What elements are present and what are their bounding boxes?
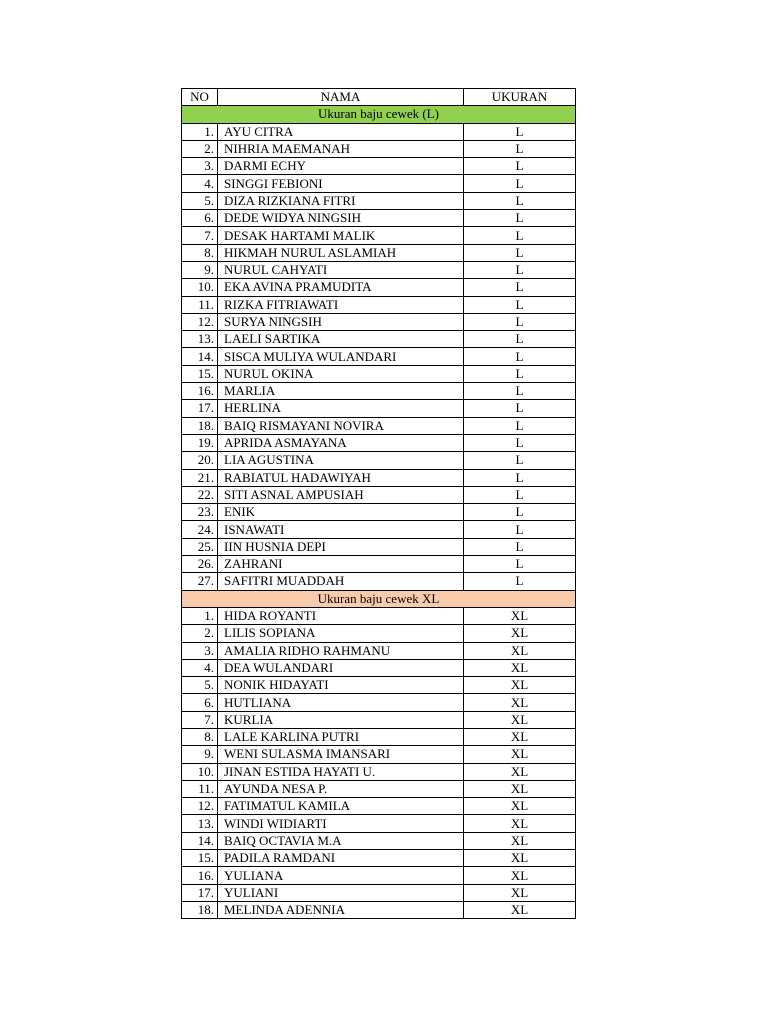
table-row xyxy=(182,365,576,382)
row-number: 17. xyxy=(182,884,218,901)
row-number: 12. xyxy=(182,313,218,330)
row-size: XL xyxy=(464,642,576,659)
row-size: L xyxy=(464,365,576,382)
row-size: XL xyxy=(464,694,576,711)
row-number: 4. xyxy=(182,659,218,676)
row-name: HIDA ROYANTI xyxy=(218,607,464,624)
row-number: 11. xyxy=(182,296,218,313)
row-number: 5. xyxy=(182,192,218,209)
row-number: 12. xyxy=(182,798,218,815)
table-row xyxy=(182,417,576,434)
table-row xyxy=(182,244,576,261)
table-body xyxy=(182,106,576,919)
row-number: 21. xyxy=(182,469,218,486)
row-number: 2. xyxy=(182,625,218,642)
row-size: XL xyxy=(464,728,576,745)
row-number: 15. xyxy=(182,850,218,867)
table-row xyxy=(182,659,576,676)
section-header-row xyxy=(182,106,576,123)
table-row xyxy=(182,296,576,313)
row-name: ZAHRANI xyxy=(218,556,464,573)
table-row xyxy=(182,694,576,711)
row-number: 26. xyxy=(182,556,218,573)
row-name: RIZKA FITRIAWATI xyxy=(218,296,464,313)
table-row xyxy=(182,140,576,157)
row-name: LALE KARLINA PUTRI xyxy=(218,728,464,745)
row-number: 24. xyxy=(182,521,218,538)
table-row xyxy=(182,642,576,659)
row-number: 22. xyxy=(182,486,218,503)
row-name: SISCA MULIYA WULANDARI xyxy=(218,348,464,365)
row-number: 5. xyxy=(182,677,218,694)
row-number: 16. xyxy=(182,867,218,884)
row-name: DESAK HARTAMI MALIK xyxy=(218,227,464,244)
table-row xyxy=(182,763,576,780)
table-row xyxy=(182,798,576,815)
row-size: XL xyxy=(464,607,576,624)
row-size: L xyxy=(464,486,576,503)
row-number: 9. xyxy=(182,261,218,278)
row-size: XL xyxy=(464,850,576,867)
row-name: APRIDA ASMAYANA xyxy=(218,434,464,451)
row-size: L xyxy=(464,192,576,209)
row-size: XL xyxy=(464,832,576,849)
size-table xyxy=(181,88,576,919)
table-row xyxy=(182,158,576,175)
row-number: 14. xyxy=(182,348,218,365)
row-number: 13. xyxy=(182,815,218,832)
row-size: XL xyxy=(464,867,576,884)
row-number: 8. xyxy=(182,728,218,745)
row-name: MELINDA ADENNIA xyxy=(218,901,464,918)
table-row xyxy=(182,434,576,451)
row-name: BAIQ OCTAVIA M.A xyxy=(218,832,464,849)
row-size: XL xyxy=(464,780,576,797)
table-row xyxy=(182,261,576,278)
table-row xyxy=(182,313,576,330)
header-nama: NAMA xyxy=(218,89,464,106)
row-size: L xyxy=(464,279,576,296)
row-name: AYU CITRA xyxy=(218,123,464,140)
table-row xyxy=(182,227,576,244)
row-number: 6. xyxy=(182,210,218,227)
row-name: SINGGI FEBIONI xyxy=(218,175,464,192)
row-number: 3. xyxy=(182,158,218,175)
table-row xyxy=(182,607,576,624)
row-number: 18. xyxy=(182,901,218,918)
row-name: LAELI SARTIKA xyxy=(218,331,464,348)
table-row xyxy=(182,175,576,192)
table-row xyxy=(182,884,576,901)
row-number: 18. xyxy=(182,417,218,434)
table-row xyxy=(182,348,576,365)
row-number: 7. xyxy=(182,227,218,244)
row-size: L xyxy=(464,504,576,521)
row-number: 10. xyxy=(182,279,218,296)
row-name: YULIANA xyxy=(218,867,464,884)
row-size: L xyxy=(464,452,576,469)
row-size: L xyxy=(464,158,576,175)
row-size: L xyxy=(464,313,576,330)
header-ukuran: UKURAN xyxy=(464,89,576,106)
table-row xyxy=(182,452,576,469)
row-size: XL xyxy=(464,659,576,676)
row-size: XL xyxy=(464,884,576,901)
row-number: 11. xyxy=(182,780,218,797)
row-number: 16. xyxy=(182,383,218,400)
row-size: L xyxy=(464,210,576,227)
row-name: LIA AGUSTINA xyxy=(218,452,464,469)
row-name: PADILA RAMDANI xyxy=(218,850,464,867)
row-name: AMALIA RIDHO RAHMANU xyxy=(218,642,464,659)
row-size: XL xyxy=(464,763,576,780)
table-row xyxy=(182,746,576,763)
row-size: L xyxy=(464,348,576,365)
row-size: L xyxy=(464,227,576,244)
row-name: ISNAWATI xyxy=(218,521,464,538)
row-number: 1. xyxy=(182,607,218,624)
row-number: 2. xyxy=(182,140,218,157)
row-size: L xyxy=(464,417,576,434)
row-number: 6. xyxy=(182,694,218,711)
row-size: L xyxy=(464,383,576,400)
section-title: Ukuran baju cewek XL xyxy=(182,590,576,607)
table-row xyxy=(182,469,576,486)
table-row xyxy=(182,815,576,832)
table-row xyxy=(182,556,576,573)
row-size: L xyxy=(464,123,576,140)
row-name: NURUL CAHYATI xyxy=(218,261,464,278)
row-number: 13. xyxy=(182,331,218,348)
row-size: L xyxy=(464,521,576,538)
row-size: L xyxy=(464,331,576,348)
table-row xyxy=(182,832,576,849)
row-name: DIZA RIZKIANA FITRI xyxy=(218,192,464,209)
row-name: MARLIA xyxy=(218,383,464,400)
table-row xyxy=(182,192,576,209)
section-title: Ukuran baju cewek (L) xyxy=(182,106,576,123)
row-name: DEDE WIDYA NINGSIH xyxy=(218,210,464,227)
table-row xyxy=(182,279,576,296)
row-size: XL xyxy=(464,677,576,694)
row-size: XL xyxy=(464,798,576,815)
row-size: L xyxy=(464,140,576,157)
row-number: 7. xyxy=(182,711,218,728)
row-number: 17. xyxy=(182,400,218,417)
row-name: KURLIA xyxy=(218,711,464,728)
section-header-row xyxy=(182,590,576,607)
row-name: LILIS SOPIANA xyxy=(218,625,464,642)
row-number: 10. xyxy=(182,763,218,780)
row-size: L xyxy=(464,261,576,278)
row-size: L xyxy=(464,469,576,486)
row-name: FATIMATUL KAMILA xyxy=(218,798,464,815)
row-name: ENIK xyxy=(218,504,464,521)
row-name: DEA WULANDARI xyxy=(218,659,464,676)
table-row xyxy=(182,780,576,797)
row-name: NONIK HIDAYATI xyxy=(218,677,464,694)
table-row xyxy=(182,504,576,521)
table-row xyxy=(182,521,576,538)
row-name: HERLINA xyxy=(218,400,464,417)
row-number: 15. xyxy=(182,365,218,382)
row-size: L xyxy=(464,573,576,590)
row-name: IIN HUSNIA DEPI xyxy=(218,538,464,555)
table-row xyxy=(182,867,576,884)
row-name: SURYA NINGSIH xyxy=(218,313,464,330)
row-name: JINAN ESTIDA HAYATI U. xyxy=(218,763,464,780)
table-row xyxy=(182,210,576,227)
table-row xyxy=(182,331,576,348)
table-row xyxy=(182,383,576,400)
row-size: XL xyxy=(464,901,576,918)
row-name: RABIATUL HADAWIYAH xyxy=(218,469,464,486)
row-name: YULIANI xyxy=(218,884,464,901)
row-size: L xyxy=(464,296,576,313)
table-row xyxy=(182,728,576,745)
row-size: XL xyxy=(464,815,576,832)
row-size: L xyxy=(464,538,576,555)
row-name: NURUL OKINA xyxy=(218,365,464,382)
row-number: 23. xyxy=(182,504,218,521)
row-number: 19. xyxy=(182,434,218,451)
row-name: NIHRIA MAEMANAH xyxy=(218,140,464,157)
row-size: XL xyxy=(464,625,576,642)
row-number: 1. xyxy=(182,123,218,140)
table-row xyxy=(182,538,576,555)
row-name: DARMI ECHY xyxy=(218,158,464,175)
table-row xyxy=(182,850,576,867)
header-no: NO xyxy=(182,89,218,106)
row-number: 20. xyxy=(182,452,218,469)
table-row xyxy=(182,711,576,728)
row-number: 3. xyxy=(182,642,218,659)
row-number: 27. xyxy=(182,573,218,590)
row-name: BAIQ RISMAYANI NOVIRA xyxy=(218,417,464,434)
row-size: XL xyxy=(464,711,576,728)
table-row xyxy=(182,625,576,642)
row-name: WINDI WIDIARTI xyxy=(218,815,464,832)
row-name: EKA AVINA PRAMUDITA xyxy=(218,279,464,296)
row-size: L xyxy=(464,244,576,261)
row-name: SITI ASNAL AMPUSIAH xyxy=(218,486,464,503)
row-number: 4. xyxy=(182,175,218,192)
table-row xyxy=(182,123,576,140)
table-row xyxy=(182,400,576,417)
row-size: XL xyxy=(464,746,576,763)
row-number: 9. xyxy=(182,746,218,763)
table-row xyxy=(182,677,576,694)
table-header-row xyxy=(182,89,576,106)
table-row xyxy=(182,486,576,503)
row-number: 14. xyxy=(182,832,218,849)
row-name: HUTLIANA xyxy=(218,694,464,711)
row-size: L xyxy=(464,434,576,451)
row-size: L xyxy=(464,175,576,192)
row-name: WENI SULASMA IMANSARI xyxy=(218,746,464,763)
row-size: L xyxy=(464,400,576,417)
size-list-sheet xyxy=(181,88,575,919)
row-name: HIKMAH NURUL ASLAMIAH xyxy=(218,244,464,261)
row-size: L xyxy=(464,556,576,573)
row-number: 25. xyxy=(182,538,218,555)
table-row xyxy=(182,901,576,918)
row-name: SAFITRI MUADDAH xyxy=(218,573,464,590)
row-name: AYUNDA NESA P. xyxy=(218,780,464,797)
row-number: 8. xyxy=(182,244,218,261)
table-row xyxy=(182,573,576,590)
